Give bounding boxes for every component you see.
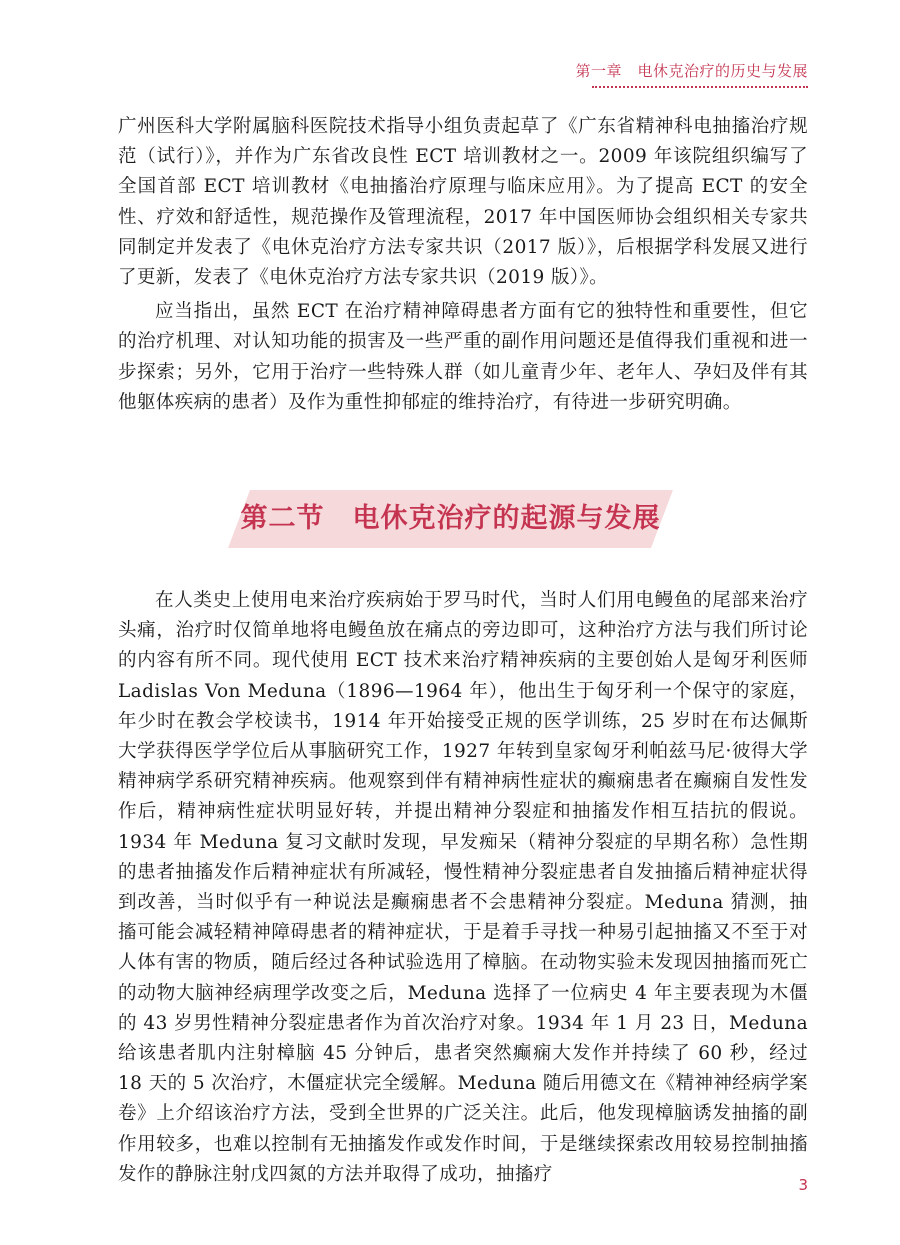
paragraph: 在人类史上使用电来治疗疾病始于罗马时代，当时人们用电鳗鱼的尾部来治疗头痛，治疗时仅简单地将电鳗鱼放在痛点的旁边即可，这种治疗方法与我们所讨论的内容有所不同。现代使用 ECT 技术来治疗精神疾病的主要创始人是匈牙利医师 Ladislas Von Meduna（1896—1964 年），他出生于匈牙利一个保守的家庭，年少时在教会学校读书，1914 年开始接受正规的医学训练，25 岁时在布达佩斯大学获得医学学位后从事脑研究工作，1927 年转到皇家匈牙利帕兹马尼·彼得大学精神病学系研究精神疾病。他观察到伴有精神病性症状的癫痫患者在癫痫自发性发作后，精神病性症状明显好转，并提出精神分裂症和抽搐发作相互拮抗的假说。1934 年 Meduna 复习文献时发现，早发痴呆（精神分裂症的早期名称）急性期的患者抽搐发作后精神症状有所减轻，慢性精神分裂症患者自发抽搐后精神症状得到改善，当时似乎有一种说法是癫痫患者不会患精神分裂症。Meduna 猜测，抽搐可能会减轻精神障碍患者的精神症状，于是着手寻找一种易引起抽搐又不至于对人体有害的物质，随后经过各种试验选用了樟脑。在动物实验未发现因抽搐而死亡的动物大脑神经病理学改变之后，Meduna 选择了一位病史 4 年主要表现为木僵的 43 岁男性精神分裂症患者作为首次治疗对象。1934 年 1 月 23 日，Meduna 给该患者肌内注射樟脑 45 分钟后，患者突然癫痫大发作并持续了 60 秒，经过 18 天的 5 次治疗，木僵症状完全缓解。Meduna 随后用德文在《精神神经病学案卷》上介绍该治疗方法，受到全世界的广泛关注。此后，他发现樟脑诱发抽搐的副作用较多，也难以控制有无抽搐发作或发作时间，于是继续探索改用较易控制抽搐发作的静脉注射戊四氮的方法并取得了成功，抽搐疗: [118, 590, 808, 1185]
body-text-top: [118, 112, 808, 418]
paragraph: 应当指出，虽然 ECT 在治疗精神障碍患者方面有它的独特性和重要性，但它的治疗机理、对认知功能的损害及一些严重的副作用问题还是值得我们重视和进一步探索；另外，它用于治疗一些特殊人群（如儿童青少年、老年人、孕妇及伴有其他躯体疾病的患者）及作为重性抑郁症的维持治疗，有待进一步研究明确。: [118, 301, 808, 413]
paragraph: 广州医科大学附属脑科医院技术指导小组负责起草了《广东省精神科电抽搐治疗规范（试行）》，并作为广东省改良性 ECT 培训教材之一。2009 年该院组织编写了全国首部 ECT 培训教材《电抽搐治疗原理与临床应用》。为了提高 ECT 的安全性、疗效和舒适性，规范操作及管理流程，2017 年中国医师协会组织相关专家共同制定并发表了《电休克治疗方法专家共识（2017 版）》，后根据学科发展又进行了更新，发表了《电休克治疗方法专家共识（2019 版）》。: [118, 116, 808, 289]
running-header-chapter-title: 第一章 电休克治疗的历史与发展: [575, 62, 808, 80]
body-text-bottom: [118, 586, 808, 1190]
header-dotted-rule: [592, 86, 808, 88]
section-heading: 第二节 电休克治疗的起源与发展: [240, 503, 661, 534]
page-number: 3: [798, 1176, 808, 1194]
section-heading-banner: [0, 490, 900, 548]
